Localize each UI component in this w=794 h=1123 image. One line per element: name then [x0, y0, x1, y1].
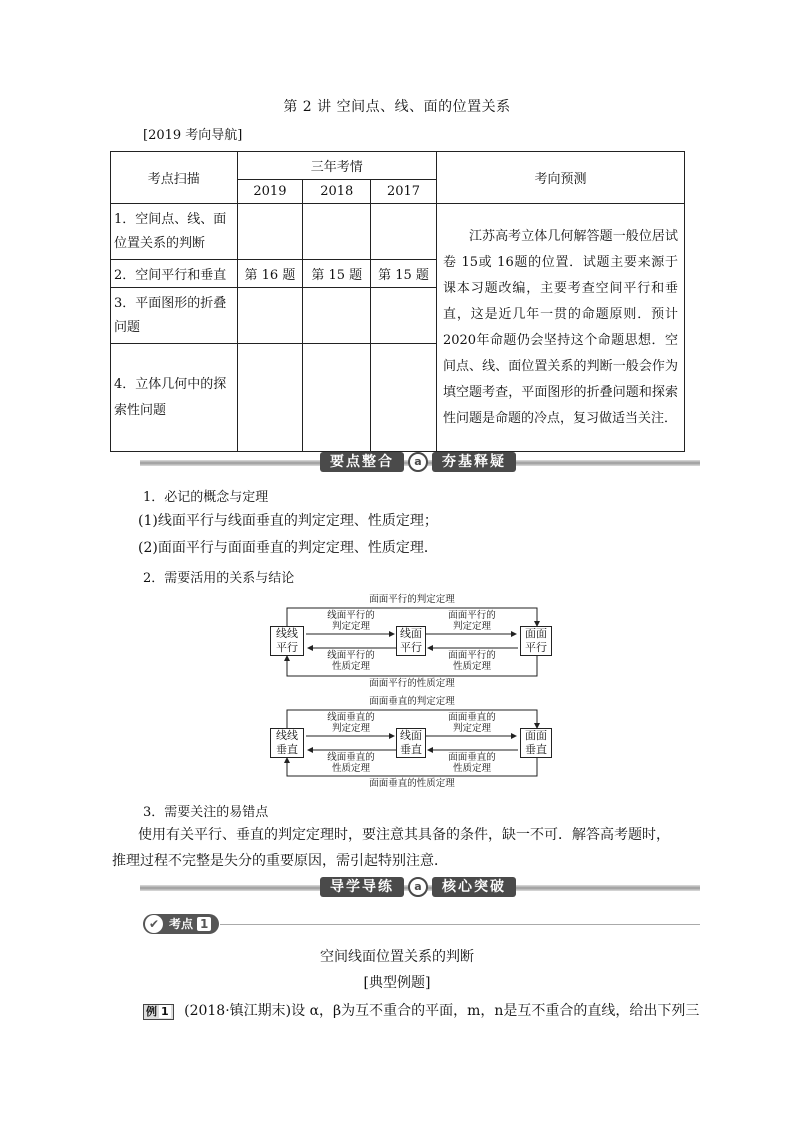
year-2018: 2018 [303, 180, 371, 204]
parallel-top-label: 面面平行的判定定理 [369, 594, 455, 605]
typical-label: [典型例题] [363, 975, 431, 991]
section-banner-1 [140, 452, 700, 472]
perp-top-label: 面面垂直的判定定理 [369, 696, 455, 707]
topic-2: 2．空间平行和垂直 [111, 260, 238, 288]
cell [303, 344, 371, 452]
banner-right-label: 核心突破 [432, 877, 516, 897]
nav-label: [2019 考向导航] [143, 128, 243, 143]
cell [371, 288, 437, 344]
header-points: 考点扫描 [111, 152, 238, 204]
box-line-line-perp: 线线 垂直 [270, 728, 304, 758]
heading-2: 2．需要活用的关系与结论 [143, 571, 295, 586]
banner-right-label: 夯基释疑 [432, 452, 516, 472]
line-1: (1)线面平行与线面垂直的判定定理、性质定理； [138, 513, 438, 529]
box-line-plane-parallel: 线面 平行 [396, 626, 426, 656]
banner-logo-icon: a [408, 877, 428, 897]
box-plane-plane-parallel: 面面 平行 [520, 626, 552, 656]
banner-left-label: 要点整合 [320, 452, 404, 472]
box-line-line-parallel: 线线 平行 [270, 626, 304, 656]
topic-4: 4．立体几何中的探索性问题 [111, 344, 238, 452]
overview-table [110, 151, 685, 452]
label-lp-judge: 线面平行的 判定定理 [327, 610, 375, 632]
cell [303, 204, 371, 260]
perp-bottom-label: 面面垂直的性质定理 [369, 778, 455, 789]
perp-diagram [262, 694, 562, 794]
label-ppv-prop: 面面垂直的 性质定理 [448, 752, 496, 774]
example-source: (2018·镇江期末) [184, 1003, 292, 1019]
kaodian-badge [143, 914, 223, 934]
cell [237, 288, 303, 344]
header-three-years: 三年考情 [237, 152, 436, 180]
cell: 第 15 题 [371, 260, 437, 288]
example-line [143, 1000, 699, 1020]
topic-title: 空间线面位置关系的判断 [320, 949, 474, 965]
cell: 第 16 题 [237, 260, 303, 288]
label-pp-prop: 面面平行的 性质定理 [448, 650, 496, 672]
pitfall-line-1: 使用有关平行、垂直的判定定理时，要注意其具备的条件，缺一不可．解答高考题时， [138, 827, 670, 843]
parallel-bottom-label: 面面平行的性质定理 [369, 678, 455, 689]
cell [237, 204, 303, 260]
cell [371, 344, 437, 452]
example-badge [143, 1004, 174, 1020]
heading-3: 3．需要关注的易错点 [143, 805, 269, 820]
label-lpv-prop: 线面垂直的 性质定理 [327, 752, 375, 774]
cell: 第 15 题 [303, 260, 371, 288]
banner-left-label: 导学导练 [320, 877, 404, 897]
parallel-diagram [262, 592, 562, 692]
cell [371, 204, 437, 260]
kaodian-divider [220, 924, 700, 925]
box-line-plane-perp: 线面 垂直 [396, 728, 426, 758]
label-pp-judge: 面面平行的 判定定理 [448, 610, 496, 632]
section-banner-2 [140, 877, 700, 897]
checkmark-icon: ✔ [145, 915, 163, 933]
kaodian-label: 考点 [169, 917, 194, 931]
year-2017: 2017 [371, 180, 437, 204]
box-plane-plane-perp: 面面 垂直 [520, 728, 552, 758]
example-text: 设 α，β为互不重合的平面，m，n是互不重合的直线，给出下列三 [291, 1003, 700, 1019]
heading-1: 1．必记的概念与定理 [143, 490, 269, 505]
label-lp-prop: 线面平行的 性质定理 [327, 650, 375, 672]
banner-logo-icon: a [408, 452, 428, 472]
lecture-title: 第 2 讲 空间点、线、面的位置关系 [283, 99, 511, 115]
pitfall-line-2: 推理过程不完整是失分的重要原因，需引起特别注意． [112, 853, 448, 869]
example-badge-number: 1 [161, 1005, 169, 1018]
cell [237, 344, 303, 452]
label-ppv-judge: 面面垂直的 判定定理 [448, 712, 496, 734]
forecast-text: 江苏高考立体几何解答题一般位居试卷 15或 16题的位置．试题主要来源于课本习题改编，主要考查空间平行和垂直，这是近几年一贯的命题原则．预计 2020年命题仍会坚持这个命题思想．空间点、线、面位置关系的判断一般会作为填空题考查，平面图形的折叠问题和探索性问题是命题的冷点，复习做适当关注． [436, 204, 684, 452]
topic-1: 1．空间点、线、面位置关系的判断 [111, 204, 238, 260]
topic-3: 3．平面图形的折叠问题 [111, 288, 238, 344]
kaodian-number: 1 [197, 917, 211, 931]
example-badge-label: 例 [146, 1005, 157, 1018]
label-lpv-judge: 线面垂直的 判定定理 [327, 712, 375, 734]
year-2019: 2019 [237, 180, 303, 204]
header-forecast: 考向预测 [436, 152, 684, 204]
line-2: (2)面面平行与面面垂直的判定定理、性质定理． [138, 540, 438, 556]
cell [303, 288, 371, 344]
